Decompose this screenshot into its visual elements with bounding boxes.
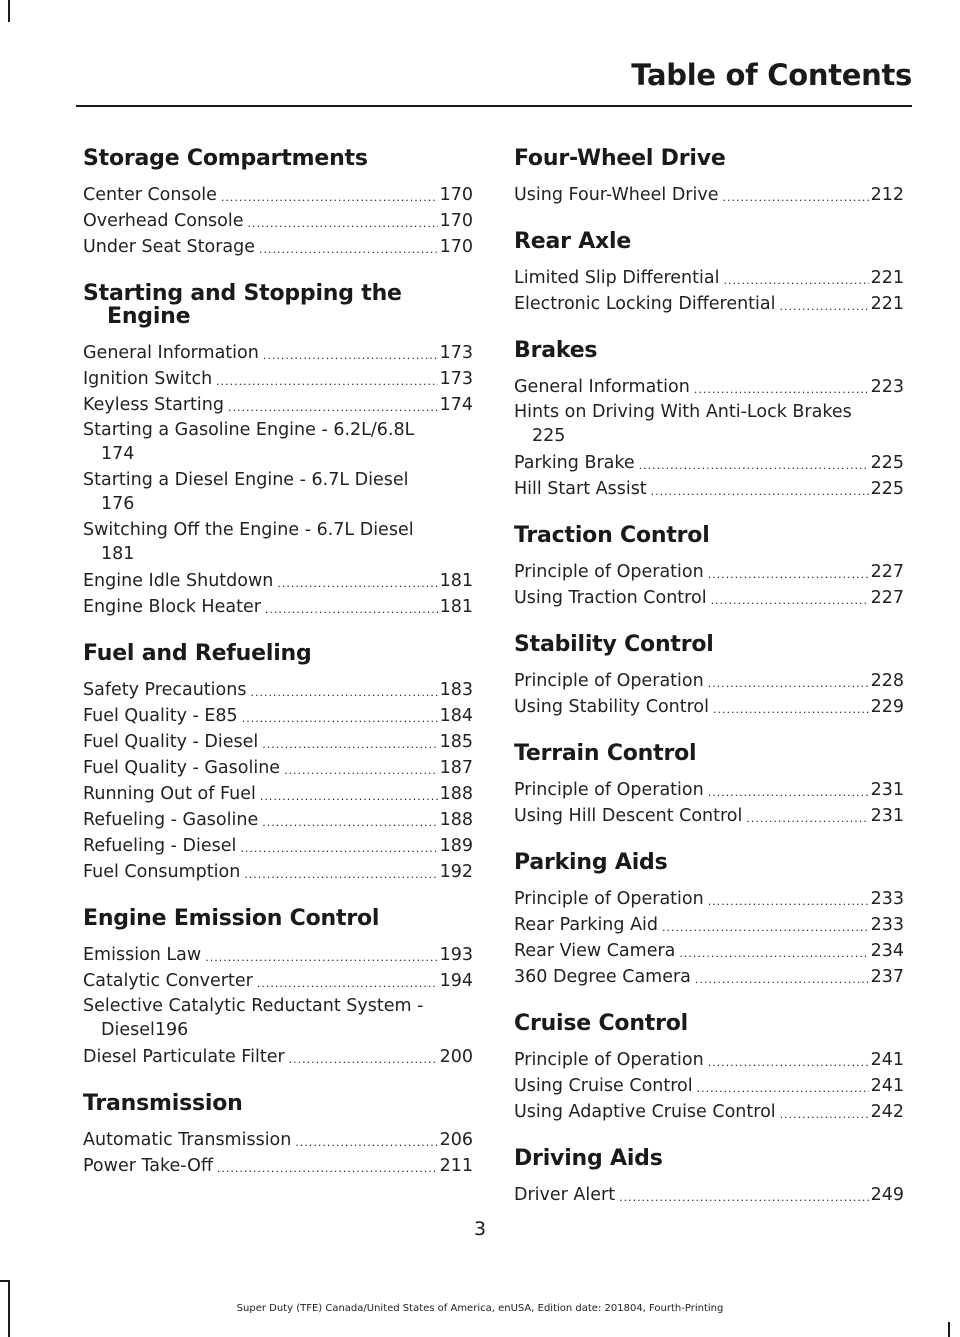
toc-entry[interactable] [514,291,904,317]
dot-leader [228,398,438,418]
toc-entry[interactable] [83,208,473,234]
toc-entry[interactable] [83,594,473,620]
toc-entry-label: Refueling - Gasoline [83,810,259,830]
toc-entry[interactable] [83,781,473,807]
toc-entry-page: 221 [870,294,904,314]
toc-entry-page: 241 [870,1076,904,1096]
toc-entry-page: 170 [439,211,473,231]
toc-entry[interactable] [83,1153,473,1179]
toc-entry[interactable] [83,942,473,968]
toc-section [514,524,904,611]
toc-entry-label: Automatic Transmission [83,1130,292,1150]
toc-entry-label: Fuel Quality - Gasoline [83,758,281,778]
toc-entry[interactable] [514,1182,904,1208]
toc-entry-page: 229 [870,697,904,717]
toc-entry-page: 225 [532,426,566,446]
toc-entry-page: 242 [870,1102,904,1122]
section-title: Rear Axle [514,229,632,254]
toc-entry-label: Electronic Locking Differential [514,294,776,314]
crop-mark-bottom-left-h [0,1280,8,1282]
section-title: Cruise Control [514,1011,689,1036]
toc-section [83,282,473,620]
toc-entry-label: Keyless Starting [83,395,224,415]
toc-entry-label: Fuel Consumption [83,862,241,882]
toc-entry-label: Safety Precautions [83,680,247,700]
toc-entry-page: 233 [870,915,904,935]
toc-entry-page: 192 [439,862,473,882]
toc-entry-label: Under Seat Storage [83,237,256,257]
toc-entry[interactable] [514,1073,904,1099]
dot-leader [780,297,869,317]
toc-entry[interactable] [514,265,904,291]
toc-right-column [514,147,904,1230]
dot-leader [697,1079,869,1099]
section-title: Parking Aids [514,850,668,875]
toc-entry-page: 225 [870,479,904,499]
toc-entry[interactable] [83,729,473,755]
section-title: Brakes [514,338,598,363]
dot-leader [216,372,437,392]
toc-entry-label: Using Traction Control [514,588,707,608]
toc-entry-label: Starting a Gasoline Engine - 6.2L/6.8L [83,420,415,440]
section-title: Fuel and Refueling [83,641,312,666]
toc-entry[interactable] [514,450,904,476]
toc-entry[interactable] [83,468,473,516]
toc-entry-label: Using Stability Control [514,697,709,717]
dot-leader [260,787,438,807]
toc-entry-label: Switching Off the Engine - 6.7L Diesel [83,520,414,540]
toc-entry-page: 189 [439,836,473,856]
toc-entry-leader-line [83,542,473,566]
dot-leader [695,970,869,990]
toc-section [514,1012,904,1125]
dot-leader [295,1133,437,1153]
toc-entry-label: Using Adaptive Cruise Control [514,1102,776,1122]
dot-leader [244,865,437,885]
toc-entry[interactable] [83,994,473,1042]
dot-leader [221,188,438,208]
toc-entry-label: General Information [83,343,259,363]
toc-entry[interactable] [514,668,904,694]
toc-entry-label: Starting a Diesel Engine - 6.7L Diesel [83,470,409,490]
toc-entry-page: 185 [439,732,473,752]
toc-entry[interactable] [83,755,473,781]
toc-entry-leader-line [83,442,473,466]
dot-leader [713,700,869,720]
dot-leader [262,735,437,755]
toc-entry-page: 194 [439,971,473,991]
dot-leader [257,974,438,994]
dot-leader [708,565,869,585]
toc-entry-page: 231 [870,806,904,826]
toc-entry-page: 225 [870,453,904,473]
dot-leader [262,813,437,833]
toc-entry[interactable] [514,694,904,720]
toc-entry[interactable] [514,1047,904,1073]
toc-entry-leader-line [514,424,904,448]
toc-section [83,147,473,260]
toc-entry-page: 227 [870,588,904,608]
toc-entry[interactable] [83,807,473,833]
toc-entry-page: 233 [870,889,904,909]
toc-entry-label: Engine Block Heater [83,597,261,617]
toc-entry-page: 184 [439,706,473,726]
dot-leader [205,948,437,968]
section-title: Driving Aids [514,1146,663,1171]
dot-leader [217,1159,438,1179]
toc-entry-page: 188 [439,810,473,830]
dot-leader [722,188,868,208]
toc-entry-label: Hints on Driving With Anti-Lock Brakes [514,402,852,422]
toc-entry-page: 249 [870,1185,904,1205]
page-title: Table of Contents [631,58,912,92]
toc-entry-label: Power Take-Off [83,1156,213,1176]
toc-entry-page: 228 [870,671,904,691]
toc-entry-page: 234 [870,941,904,961]
toc-entry-label: Engine Idle Shutdown [83,571,274,591]
toc-entry-page: 231 [870,780,904,800]
toc-entry-label: Catalytic Converter [83,971,253,991]
title-divider [76,105,912,107]
toc-section [514,339,904,502]
toc-entry[interactable] [514,559,904,585]
section-title: Starting and Stopping the Engine [83,281,402,329]
toc-entry-label: Driver Alert [514,1185,616,1205]
toc-entry-page: 237 [870,967,904,987]
section-title: Four-Wheel Drive [514,146,726,171]
toc-entry[interactable] [83,518,473,566]
page-number: 3 [473,1218,487,1240]
toc-entry-page: 187 [439,758,473,778]
dot-leader [780,1105,869,1125]
section-title: Traction Control [514,523,710,548]
toc-entry-page: 221 [870,268,904,288]
dot-leader [248,214,438,234]
toc-entry-label: Using Cruise Control [514,1076,693,1096]
toc-section [514,851,904,990]
toc-entry[interactable] [514,964,904,990]
toc-entry-label: Principle of Operation [514,562,704,582]
toc-entry[interactable] [514,912,904,938]
toc-section [514,230,904,317]
toc-entry-page: 206 [439,1130,473,1150]
toc-entry[interactable] [83,1127,473,1153]
toc-entry[interactable] [514,938,904,964]
section-title: Terrain Control [514,741,697,766]
toc-entry[interactable] [83,392,473,418]
toc-entry-label: Refueling - Diesel [83,836,237,856]
dot-leader [263,346,438,366]
dot-leader [708,1053,869,1073]
toc-entry-page: 181 [439,597,473,617]
toc-entry-leader-line [83,1018,473,1042]
dot-leader [277,574,437,594]
dot-leader [250,683,437,703]
crop-mark-bottom-right [948,1322,950,1337]
dot-leader [694,380,869,400]
section-title: Stability Control [514,632,714,657]
toc-entry-label: General Information [514,377,690,397]
toc-entry[interactable] [514,1099,904,1125]
toc-entry-label: Rear View Camera [514,941,676,961]
toc-section [514,742,904,829]
toc-entry[interactable] [83,340,473,366]
dot-leader [289,1050,438,1070]
toc-entry[interactable] [514,777,904,803]
toc-entry-label: Emission Law [83,945,202,965]
toc-entry-page: 183 [439,680,473,700]
dot-leader [284,761,438,781]
toc-entry-label: Parking Brake [514,453,635,473]
toc-section [83,642,473,885]
toc-entry-label: Limited Slip Differential [514,268,720,288]
toc-entry[interactable] [514,476,904,502]
toc-entry-label: Hill Start Assist [514,479,647,499]
dot-leader [708,892,869,912]
toc-entry-label: Rear Parking Aid [514,915,659,935]
toc-entry-page: 188 [439,784,473,804]
toc-entry-label: Fuel Quality - E85 [83,706,238,726]
toc-entry[interactable] [83,1044,473,1070]
toc-section [83,1092,473,1179]
toc-entry-label: Principle of Operation [514,671,704,691]
toc-entry-page: 170 [439,185,473,205]
toc-entry-label: Running Out of Fuel [83,784,256,804]
toc-entry-page: 174 [101,444,135,464]
toc-entry-label: Diesel Particulate Filter [83,1047,285,1067]
dot-leader [746,809,868,829]
toc-entry[interactable] [83,703,473,729]
dot-leader [708,783,869,803]
toc-entry-label: Overhead Console [83,211,244,231]
toc-left-column [83,147,473,1201]
crop-mark-top-left [8,0,10,22]
toc-section [514,633,904,720]
toc-entry-page: 196 [154,1020,189,1040]
dot-leader [711,591,869,611]
section-title: Engine Emission Control [83,906,380,931]
toc-entry-page: 211 [439,1156,473,1176]
dot-leader [651,482,869,502]
toc-entry-label: Principle of Operation [514,1050,704,1070]
toc-entry-label-cont: Diesel [101,1020,155,1040]
toc-entry-label: Selective Catalytic Reductant System - [83,996,424,1016]
toc-entry[interactable] [514,803,904,829]
toc-section [514,1147,904,1208]
toc-entry-page: 193 [439,945,473,965]
dot-leader [723,271,868,291]
toc-entry-label: Using Hill Descent Control [514,806,743,826]
toc-entry-page: 173 [439,369,473,389]
toc-entry-page: 223 [870,377,904,397]
dot-leader [265,600,438,620]
dot-leader [662,918,869,938]
toc-entry-label: Fuel Quality - Diesel [83,732,259,752]
toc-entry-page: 200 [439,1047,473,1067]
dot-leader [679,944,868,964]
toc-entry[interactable] [83,677,473,703]
dot-leader [619,1188,869,1208]
toc-entry[interactable] [83,859,473,885]
toc-section [83,907,473,1070]
footer-edition: Super Duty (TFE) Canada/United States of America, enUSA, Edition date: 201804, Fourth-Printing [236,1303,724,1314]
dot-leader [259,240,438,260]
section-title: Storage Compartments [83,146,368,171]
toc-entry[interactable] [514,400,904,448]
dot-leader [639,456,869,476]
toc-entry[interactable] [83,234,473,260]
toc-entry[interactable] [514,182,904,208]
dot-leader [242,709,438,729]
toc-entry-label: Ignition Switch [83,369,213,389]
toc-entry[interactable] [514,886,904,912]
toc-entry-page: 176 [101,494,135,514]
toc-entry-label: Principle of Operation [514,889,704,909]
dot-leader [240,839,437,859]
toc-entry-label: Center Console [83,185,217,205]
toc-entry[interactable] [83,833,473,859]
toc-section [514,147,904,208]
toc-entry[interactable] [83,568,473,594]
section-title: Transmission [83,1091,243,1116]
toc-entry-page: 181 [439,571,473,591]
toc-entry-page: 212 [870,185,904,205]
toc-entry-label: Using Four-Wheel Drive [514,185,719,205]
toc-entry[interactable] [83,968,473,994]
toc-entry[interactable] [83,182,473,208]
toc-entry-page: 241 [870,1050,904,1070]
toc-entry-label: Principle of Operation [514,780,704,800]
dot-leader [708,674,869,694]
toc-entry[interactable] [83,418,473,466]
toc-entry-page: 181 [101,544,135,564]
toc-entry-leader-line [83,492,473,516]
toc-entry-page: 227 [870,562,904,582]
toc-entry-page: 170 [439,237,473,257]
toc-entry[interactable] [514,585,904,611]
toc-entry[interactable] [514,374,904,400]
toc-entry-page: 173 [439,343,473,363]
toc-entry-label: 360 Degree Camera [514,967,691,987]
toc-entry-page: 174 [439,395,473,415]
toc-entry[interactable] [83,366,473,392]
